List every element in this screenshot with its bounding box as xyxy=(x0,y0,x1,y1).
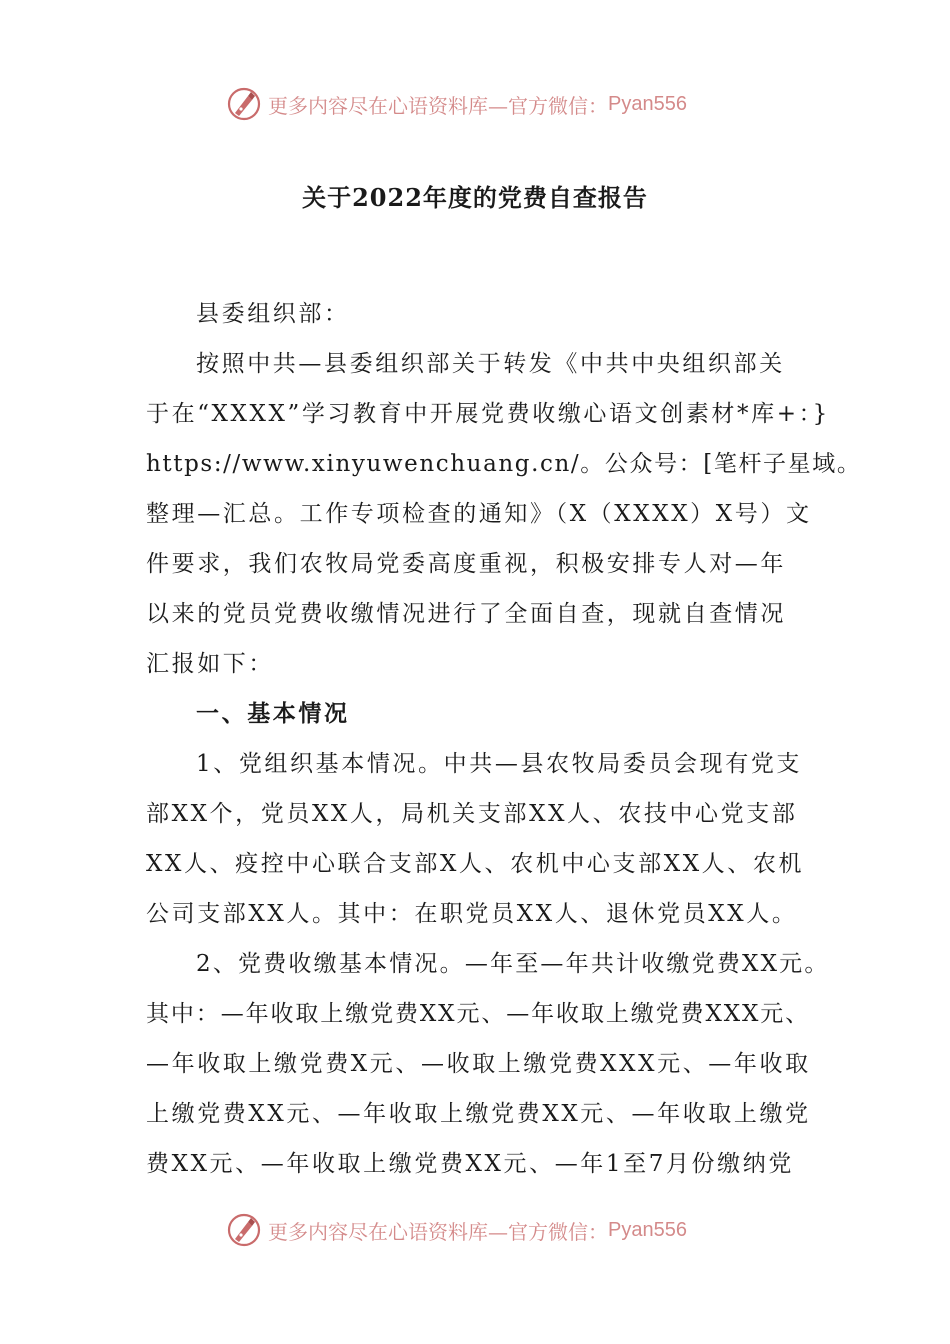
pen-nib-logo-icon xyxy=(226,86,262,122)
pen-nib-logo-icon xyxy=(226,1212,262,1248)
paragraph-line: 件要求，我们农牧局党委高度重视，积极安排专人对—年 xyxy=(146,551,786,577)
paragraph-line: 上缴党费XX元、—年收取上缴党费XX元、—年收取上缴党 xyxy=(146,1101,811,1127)
watermark-banner-bottom xyxy=(226,1210,746,1250)
document-title: 关于2022年度的党费自查报告 xyxy=(302,183,648,212)
section-heading: 一、基本情况 xyxy=(196,700,350,727)
paragraph-line: —年收取上缴党费X元、—收取上缴党费XXX元、—年收取 xyxy=(146,1051,811,1077)
paragraph-line: 以来的党员党费收缴情况进行了全面自查，现就自查情况 xyxy=(146,601,786,627)
paragraph-line: 2、党费收缴基本情况。—年至—年共计收缴党费XX元。 xyxy=(196,951,830,977)
watermark-text: 更多内容尽在心语资料库—官方微信： xyxy=(268,93,608,118)
watermark-wechat-id: Pyan556 xyxy=(608,1218,687,1241)
paragraph-line: 公司支部XX人。其中：在职党员XX人、退休党员XX人。 xyxy=(146,901,798,927)
paragraph-line-url: https://www.xinyuwenchuang.cn/。公众号：[笔杆子星域。 xyxy=(146,451,862,477)
paragraph-line: 汇报如下： xyxy=(146,651,274,677)
paragraph-line: 整理—汇总。工作专项检查的通知》（X（XXXX）X号）文 xyxy=(146,501,812,527)
watermark-text: 更多内容尽在心语资料库—官方微信： xyxy=(268,1219,608,1244)
paragraph-line: XX人、疫控中心联合支部X人、农机中心支部XX人、农机 xyxy=(146,851,805,877)
paragraph-line: 费XX元、—年收取上缴党费XX元、—年1至7月份缴纳党 xyxy=(146,1151,794,1177)
paragraph-line: 按照中共—县委组织部关于转发《中共中央组织部关 xyxy=(196,351,785,377)
paragraph-line: 1、党组织基本情况。中共—县农牧局委员会现有党支 xyxy=(196,751,803,777)
paragraph-line: 其中：—年收取上缴党费XX元、—年收取上缴党费XXX元、 xyxy=(146,1001,811,1027)
paragraph-line: 部XX个，党员XX人，局机关支部XX人、农技中心党支部 xyxy=(146,801,798,827)
watermark-wechat-id: Pyan556 xyxy=(608,92,687,115)
salutation: 县委组织部： xyxy=(196,301,350,327)
paragraph-line: 于在“XXXX”学习教育中开展党费收缴心语文创素材*库+：} xyxy=(146,401,830,427)
watermark-banner-top xyxy=(226,84,746,124)
